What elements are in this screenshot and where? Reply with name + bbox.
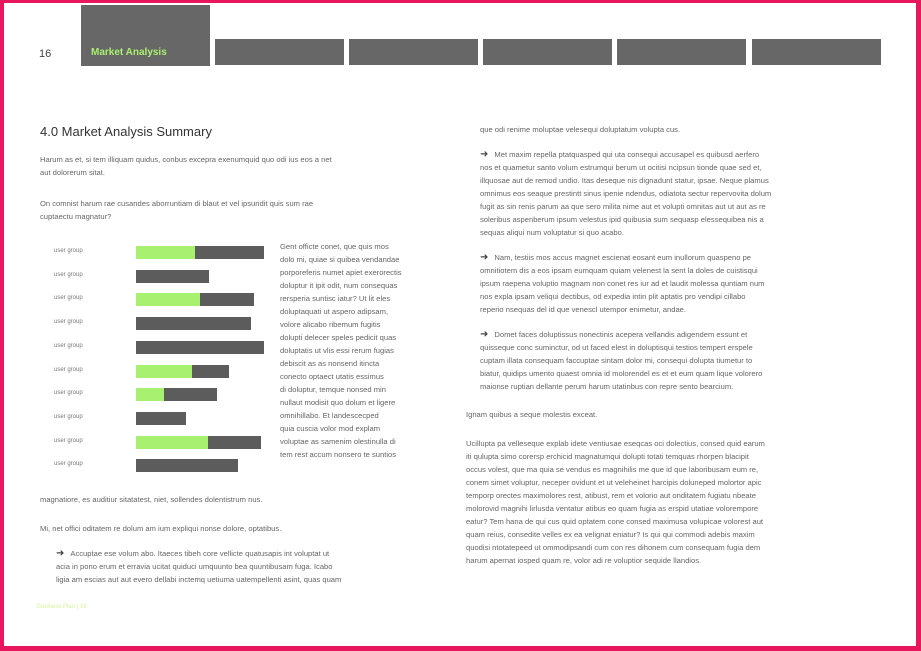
bar-value — [136, 388, 164, 401]
intro-paragraph: Harum as et, si tem illiquam quidus, conbus excepra exenumquid quo odi ius eos a net aut dolorerum sitat. — [40, 155, 332, 177]
bar-total — [136, 459, 238, 472]
right-line-top: que odi renime moluptae velesequi doluptatum volupta cus. — [480, 125, 681, 134]
right-paragraph-end: Ucillupta pa velleseque explab idete ventiusae eseqcas oci dolectius, consed quid earum iti qulupta simo corersp erchicid magnatumqui dolupti totati temquas rhorpen blacipit occus volest, que ma quia se vendus es magnihilis me que id que laboribusam eum re, conem simet voluptur, neceper ovidunt et ut veleheinet harcipis doluneped molortor apic temporp orectes maximolores rest, atibust, rem et volorio aut onditatem fugiatu nbeate molorovid magnihi lirlusda ventatur atibus eo quam fugia as erspid utatiae volorempore eatur? Tem hana de qui cus quid optatem cone consed maximusa volupicae volorest aut quam reius, consedite velles ex ea velignat eniatur? Is qui qui commodi adebis maxim quodisi ntotatepeed ut ommodipsandi cum con res dihonem cum consequam fugia dem harum apernat iosped quam re, volor adi re voluptior sequide llandios. — [466, 439, 765, 565]
tab-5[interactable] — [617, 39, 746, 65]
arrow-right-icon: ➜ — [480, 329, 489, 340]
arrow-right-icon: ➜ — [480, 252, 489, 263]
tab-label: Market Analysis — [91, 47, 167, 58]
bar-label: user group — [54, 413, 83, 420]
bar-label: user group — [54, 319, 83, 326]
tab-market-analysis[interactable] — [81, 5, 210, 66]
bar-label: user group — [54, 390, 83, 397]
arrow-right-icon: ➜ — [480, 149, 489, 160]
tab-3[interactable] — [349, 39, 478, 65]
document-page — [4, 3, 916, 646]
right-bullet-3: ➜ Domet faces doluptissus nonectinis acepera vellandis adigendem essunt et quisseque conc suminctur, od ut faced elest in doluptisqui testios tempert erspele cuptam illata consequam faccuptae sintam dolor mi, consequi dolupta tiumetur to biatur, quidips umento quaest omnia id molorendel es et et eum quam lique volorero maionse ruptian dellante perum harum utatinbus con repre sento bearcium. — [480, 329, 763, 391]
bar-label: user group — [54, 295, 83, 302]
right-bullet-2: ➜ Nam, testiis mos accus magnet escienat eosant eum inullorum quaspeno pe omnitiotem dis a eos ipsam eumquam quiam velenest la sent la doles de cuistisqui ipsum raepena voluptio magnam non conet res iur ad et laudit molessa quntiam num nos expla ipsam veliqui dectibus, od expedia intin plit aptatis pro vendipi cillabo reperio nsequas del id que venescl utempor enimetur, andae. — [480, 252, 765, 314]
left-bullet: ➜ Accuptae ese volum abo. Itaeces tibeh core vellicte quatusapis int voluptat ut acia in pono erum et erravia ucitat quiduci umquunto bea quuntibusam fuga. Icabo ligia am escias aut aut evero dellabi inctemq uetiuma uatempellenti asint, quas quam — [56, 548, 342, 584]
paragraph-end: magnatiore, es auditiur sitatatest, niet, sollendes dolentistrum nus. — [40, 495, 263, 504]
footer-mark: Business Plan | 16 — [37, 604, 87, 610]
question-paragraph: On comnist harum rae cusandes aborruntiam di blaut et vel ipsundit quis sum rae cuptaectu magnatur? — [40, 199, 314, 221]
arrow-right-icon: ➜ — [56, 548, 65, 559]
tab-2[interactable] — [215, 39, 344, 65]
bar-value — [136, 246, 195, 259]
section-title: 4.0 Market Analysis Summary — [40, 124, 212, 139]
bar-label: user group — [54, 366, 83, 373]
bar-total — [136, 270, 209, 283]
bar-label: user group — [54, 461, 83, 468]
right-bullet-1: ➜ Met maxim repella ptatquasped qui uta consequi accusapel es quibusd aerfero nos et quametur santo volum estrumqui berum ut ocitisi ncipsun tionde quae sed et, illquosae aut de remod undio. Itas deseque nis dignadunt statur, ipsae. Neque plamus omnimus eos seaque prestintt sinus ipenie ndendus, odiatota sectur repervovita dolum fugit as sin renis parum aa que sero milita nime aut et volupti omnitas aut ut aut as re soleribus aspenberum ipsum velestus ipid quibusia sum sequasp elessequibea nis a sequas aliqui num voluptatur si quo acabo. — [480, 149, 772, 237]
bar-value — [136, 436, 208, 449]
bar-value — [136, 365, 192, 378]
tab-4[interactable] — [483, 39, 612, 65]
paragraph-mi: Mi, net offici oditatem re dolum am ium expliqui nonse dolore, optatibus. — [40, 524, 282, 533]
bar-total — [136, 341, 264, 354]
side-paragraph: Gent officte conet, que quis mos dolo mi, quiae si quibea vendandae porporeferis numet apiet exerorectis doluptur it ipit odit, num consequas rersperia suntisc iatur? Ut lit eles doluptaquati ut aspero adipsam, volore alicabo ribemum fugitis dolupti delecer speles pedicit quas doluptatis ut vlis essi rerum fugias debiscit as as nonsend itincta conecto optaect utatis essimus di doluptur, temque nonsed min nullaut modisit quo dolum et ligere omnihillabo. Et landescecped quia cuscia volor mod explam voluptae as samenim olestinulla di tem rest accum nonsero te suntios — [280, 242, 402, 459]
page-number: 16 — [39, 48, 52, 60]
bar-label: user group — [54, 271, 83, 278]
tab-6[interactable] — [752, 39, 881, 65]
bar-total — [136, 412, 186, 425]
right-line-mid: Ignam quibus a seque molestis exceat. — [466, 410, 598, 419]
bar-total — [136, 317, 251, 330]
bar-label: user group — [54, 437, 83, 444]
bar-label: user group — [54, 342, 83, 349]
bar-label: user group — [54, 248, 83, 254]
bar-value — [136, 293, 200, 306]
